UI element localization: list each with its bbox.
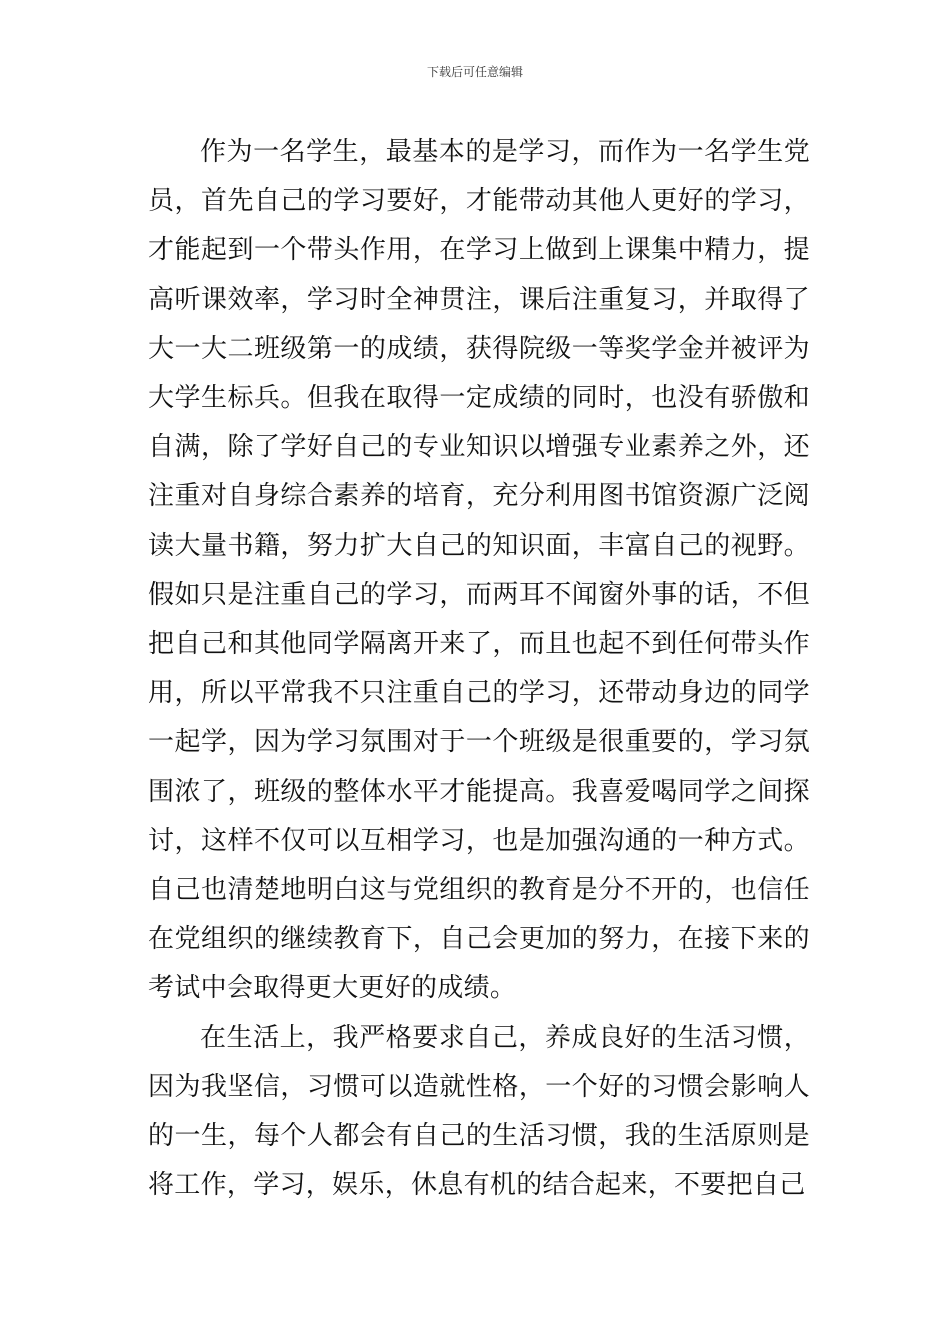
document-body <box>148 128 810 1210</box>
page-header: 下载后可任意编辑 <box>426 65 523 79</box>
paragraph-study: 作为一名学生，最基本的是学习，而作为一名学生党员，首先自己的学习要好，才能带动其他人更好的学习，才能起到一个带头作用，在学习上做到上课集中精力，提高听课效率，学习时全神贯注，课后注重复习，并取得了大一大二班级第一的成绩，获得院级一等奖学金并被评为大学生标兵。但我在取得一定成绩的同时，也没有骄傲和自满，除了学好自己的专业知识以增强专业素养之外，还注重对自身综合素养的培育，充分利用图书馆资源广泛阅读大量书籍，努力扩大自己的知识面，丰富自己的视野。假如只是注重自己的学习，而两耳不闻窗外事的话，不但把自己和其他同学隔离开来了，而且也起不到任何带头作用，所以平常我不只注重自己的学习，还带动身边的同学一起学，因为学习氛围对于一个班级是很重要的，学习氛围浓了，班级的整体水平才能提高。我喜爱喝同学之间探讨，这样不仅可以互相学习，也是加强沟通的一种方式。自己也清楚地明白这与党组织的教育是分不开的，也信任在党组织的继续教育下，自己会更加的努力，在接下来的考试中会取得更大更好的成绩。 <box>148 137 810 1004</box>
paragraph-life: 在生活上，我严格要求自己，养成良好的生活习惯，因为我坚信，习惯可以造就性格，一个好的习惯会影响人的一生，每个人都会有自己的生活习惯，我的生活原则是将工作，学习，娱乐，休息有机的结合起来，不要把自己 <box>148 1022 810 1201</box>
